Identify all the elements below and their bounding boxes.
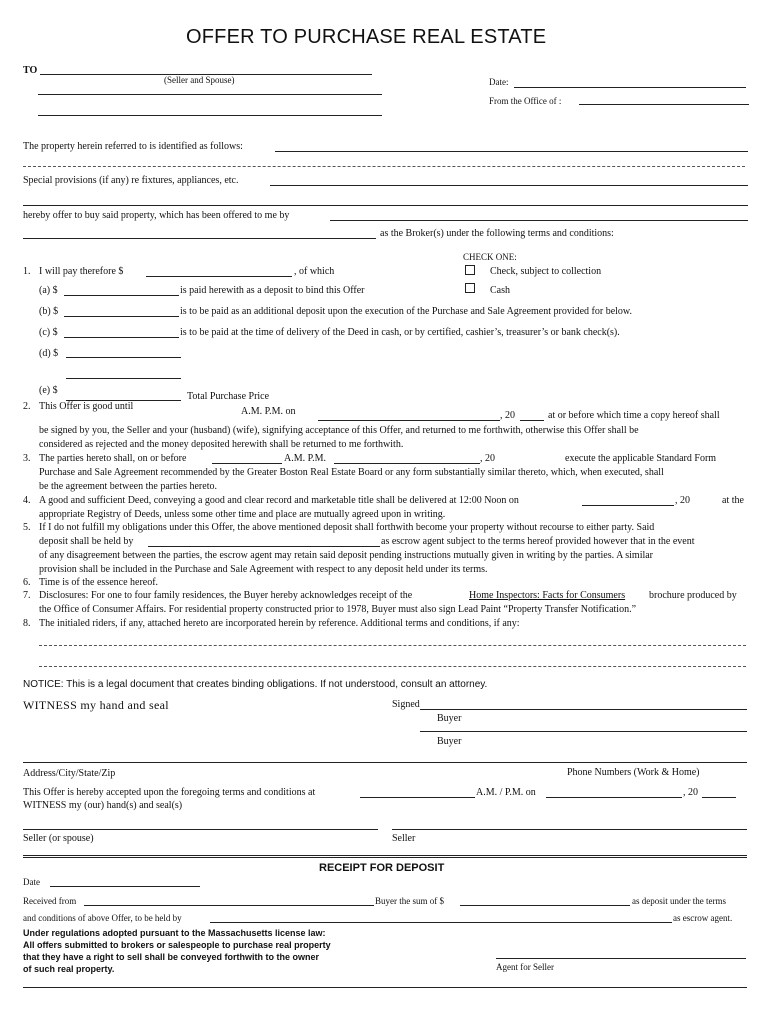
additional-terms-field-2[interactable] — [39, 666, 746, 667]
received-from-field[interactable] — [84, 905, 374, 906]
buyer-sum-label: Buyer the sum of $ — [375, 896, 444, 906]
deed-date-field[interactable] — [582, 505, 674, 506]
seller-spouse-signature[interactable] — [23, 829, 378, 830]
cash-option-label: Cash — [490, 285, 510, 296]
term-3-cont-2: be the agreement between the parties hereto. — [39, 481, 217, 492]
acceptance-text: This Offer is hereby accepted upon the foregoing terms and conditions at — [23, 787, 316, 798]
witness-label: WITNESS my hand and seal — [23, 698, 169, 712]
term-5-cont-2: of any disagreement between the parties, the escrow agent may retain said deposit pending instructions mutually given in writing by the parties. A similar — [39, 550, 654, 561]
check-checkbox[interactable] — [465, 265, 475, 275]
acceptance-witness: WITNESS my (our) hand(s) and seal(s) — [23, 800, 183, 811]
term-2-cont-1: be signed by you, the Seller and your (husband) (wife), signifying acceptance of this Offer, and returned to me forthwith, otherwise this Offer shall be — [39, 425, 639, 436]
term-4-year: , 20 — [675, 495, 690, 506]
term-7-cont-1: the Office of Consumer Affairs. For residential property constructed prior to 1978, Buyer must also sign Lead Paint “Property Transfer Notification.” — [39, 604, 637, 615]
agreement-time-field[interactable] — [212, 463, 282, 464]
deposit-c-text: is to be paid at the time of delivery of the Deed in cash, or by certified, cashier’s, treasurer’s or bank check(s). — [180, 327, 620, 338]
office-field[interactable] — [579, 104, 749, 105]
deposit-d-field-2[interactable] — [66, 378, 181, 379]
bottom-rule — [23, 987, 747, 988]
purchase-amount-field[interactable] — [146, 276, 292, 277]
seller-caption: (Seller and Spouse) — [164, 75, 235, 85]
seller-address-field-2[interactable] — [38, 115, 382, 116]
term-4-number: 4. — [23, 495, 31, 506]
regulation-line-1: Under regulations adopted pursuant to the Massachusetts license law: — [23, 928, 326, 938]
term-4-cont-1: appropriate Registry of Deeds, unless some other time and place are mutually agreed upon in writing. — [39, 509, 446, 520]
legal-notice: NOTICE: This is a legal document that creates binding obligations. If not understood, consult an attorney. — [23, 679, 488, 690]
special-provisions-label: Special provisions (if any) re fixtures, appliances, etc. — [23, 175, 239, 186]
deposit-b-field[interactable] — [64, 316, 179, 317]
acceptance-date-field[interactable] — [546, 797, 682, 798]
deposit-b-text: is to be paid as an additional deposit upon the execution of the Purchase and Sale Agreement provided for below. — [180, 306, 633, 317]
check-option-label: Check, subject to collection — [490, 266, 602, 277]
term-1-number: 1. — [23, 266, 31, 277]
escrow-agent-field[interactable] — [148, 546, 380, 547]
deposit-a-field[interactable] — [64, 295, 179, 296]
seller-caption: Seller — [392, 833, 416, 844]
deposit-tail: as deposit under the terms — [632, 896, 726, 906]
term-6-text: Time is of the essence hereof. — [39, 577, 159, 588]
regulation-line-3: that they have a right to sell shall be conveyed forthwith to the owner — [23, 952, 320, 962]
property-field-2[interactable] — [23, 166, 745, 167]
date-field[interactable] — [514, 87, 746, 88]
offer-label: hereby offer to buy said property, which has been offered to me by — [23, 210, 290, 221]
term-4-text: A good and sufficient Deed, conveying a good and clear record and marketable title shall be delivered at 12:00 Noon on — [39, 495, 519, 506]
page-title: OFFER TO PURCHASE REAL ESTATE — [186, 26, 547, 48]
property-field[interactable] — [275, 151, 748, 152]
deposit-sum-field[interactable] — [460, 905, 630, 906]
deposit-a-label: (a) $ — [39, 285, 58, 296]
acceptance-year: , 20 — [683, 787, 698, 798]
term-2-year: , 20 — [500, 410, 515, 421]
seller-spouse-caption: Seller (or spouse) — [23, 833, 94, 844]
term-5-cont-a: deposit shall be held by — [39, 536, 134, 547]
term-3-ampm: A.M. P.M. — [284, 453, 326, 464]
term-1-text: I will pay therefore $ — [39, 266, 124, 277]
offer-expiry-date-field[interactable] — [318, 420, 500, 421]
offer-expiry-year-field[interactable] — [520, 420, 544, 421]
address-label: Address/City/State/Zip — [23, 768, 116, 779]
buyer-signature-1[interactable] — [420, 709, 747, 710]
buyer-2-caption: Buyer — [437, 736, 462, 747]
term-5-cont-b: as escrow agent subject to the terms hereof provided however that in the event — [381, 536, 695, 547]
term-5-text: If I do not fulfill my obligations under this Offer, the above mentioned deposit shall forthwith become your property without recourse to either party. Said — [39, 522, 655, 533]
address-phone-field[interactable] — [23, 762, 747, 763]
broker-label: as the Broker(s) under the following terms and conditions: — [380, 228, 614, 239]
deposit-b-label: (b) $ — [39, 306, 59, 317]
seller-signature[interactable] — [392, 829, 747, 830]
home-inspectors-brochure-title: Home Inspectors: Facts for Consumers — [469, 590, 626, 601]
deposit-d-label: (d) $ — [39, 348, 59, 359]
term-3-text: The parties hereto shall, on or before — [39, 453, 187, 464]
term-7-number: 7. — [23, 590, 31, 601]
term-6-number: 6. — [23, 577, 31, 588]
deposit-c-label: (c) $ — [39, 327, 58, 338]
conditions-label: and conditions of above Offer, to be held by — [23, 913, 182, 923]
receipt-date-label: Date — [23, 877, 40, 887]
to-label: TO — [23, 65, 38, 76]
received-from-label: Received from — [23, 896, 77, 906]
agreement-date-field[interactable] — [334, 463, 480, 464]
term-2-tail: at or before which time a copy hereof shall — [548, 410, 720, 421]
agent-caption: Agent for Seller — [496, 962, 554, 972]
property-identified-label: The property herein referred to is identified as follows: — [23, 141, 243, 152]
term-2-cont-2: considered as rejected and the money deposited herewith shall be returned to me forthwith. — [39, 439, 404, 450]
special-provisions-field[interactable] — [270, 185, 748, 186]
receipt-title: RECEIPT FOR DEPOSIT — [319, 862, 445, 874]
acceptance-ampm: A.M. / P.M. on — [476, 787, 536, 798]
term-3-cont-1: Purchase and Sale Agreement recommended by the Greater Boston Real Estate Board or any form substantially similar thereto, which, when executed, shall — [39, 467, 664, 478]
cash-checkbox[interactable] — [465, 283, 475, 293]
term-2-text: This Offer is good until — [39, 401, 134, 412]
additional-terms-field-1[interactable] — [39, 645, 746, 646]
term-5-cont-3: provision shall be included in the Purchase and Sale Agreement with respect to any deposit held under its terms. — [39, 564, 488, 575]
term-2-number: 2. — [23, 401, 31, 412]
check-one-heading: CHECK ONE: — [463, 252, 517, 262]
seller-address-field-1[interactable] — [38, 94, 382, 95]
term-3-number: 3. — [23, 453, 31, 464]
phone-label: Phone Numbers (Work & Home) — [567, 767, 700, 778]
broker-field[interactable] — [23, 238, 376, 239]
term-7-text-a: Disclosures: For one to four family residences, the Buyer hereby acknowledges receipt of the — [39, 590, 413, 601]
special-provisions-field-2[interactable] — [23, 205, 748, 206]
deposit-c-field[interactable] — [64, 337, 179, 338]
buyer-1-caption: Buyer — [437, 713, 462, 724]
escrow-tail: as escrow agent. — [673, 913, 733, 923]
total-price-label: Total Purchase Price — [187, 391, 270, 402]
term-3-year: , 20 — [480, 453, 495, 464]
offered-by-field[interactable] — [330, 220, 748, 221]
signed-label: Signed — [392, 699, 420, 710]
deposit-e-label: (e) $ — [39, 385, 58, 396]
regulation-line-2: All offers submitted to brokers or salespeople to purchase real property — [23, 940, 331, 950]
term-8-text: The initialed riders, if any, attached hereto are incorporated herein by reference. Additional terms and conditions, if any: — [39, 618, 520, 629]
receipt-divider — [23, 855, 747, 858]
agent-signature[interactable] — [496, 958, 746, 959]
term-4-tail: at the — [722, 495, 744, 506]
regulation-line-4: of such real property. — [23, 964, 115, 974]
deposit-a-text: is paid herewith as a deposit to bind this Offer — [180, 285, 365, 296]
term-8-number: 8. — [23, 618, 31, 629]
term-2-ampm: A.M. P.M. on — [241, 406, 296, 417]
receipt-date-field[interactable] — [50, 886, 200, 887]
buyer-signature-2[interactable] — [420, 731, 747, 732]
deposit-d-field[interactable] — [66, 357, 181, 358]
term-1-tail: , of which — [294, 266, 335, 277]
term-3-tail: execute the applicable Standard Form — [565, 453, 717, 464]
acceptance-time-field[interactable] — [360, 797, 475, 798]
date-label: Date: — [489, 77, 509, 87]
acceptance-year-field[interactable] — [702, 797, 736, 798]
held-by-field[interactable] — [210, 922, 672, 923]
term-5-number: 5. — [23, 522, 31, 533]
office-label: From the Office of : — [489, 96, 562, 106]
term-7-text-b: brochure produced by — [649, 590, 737, 601]
